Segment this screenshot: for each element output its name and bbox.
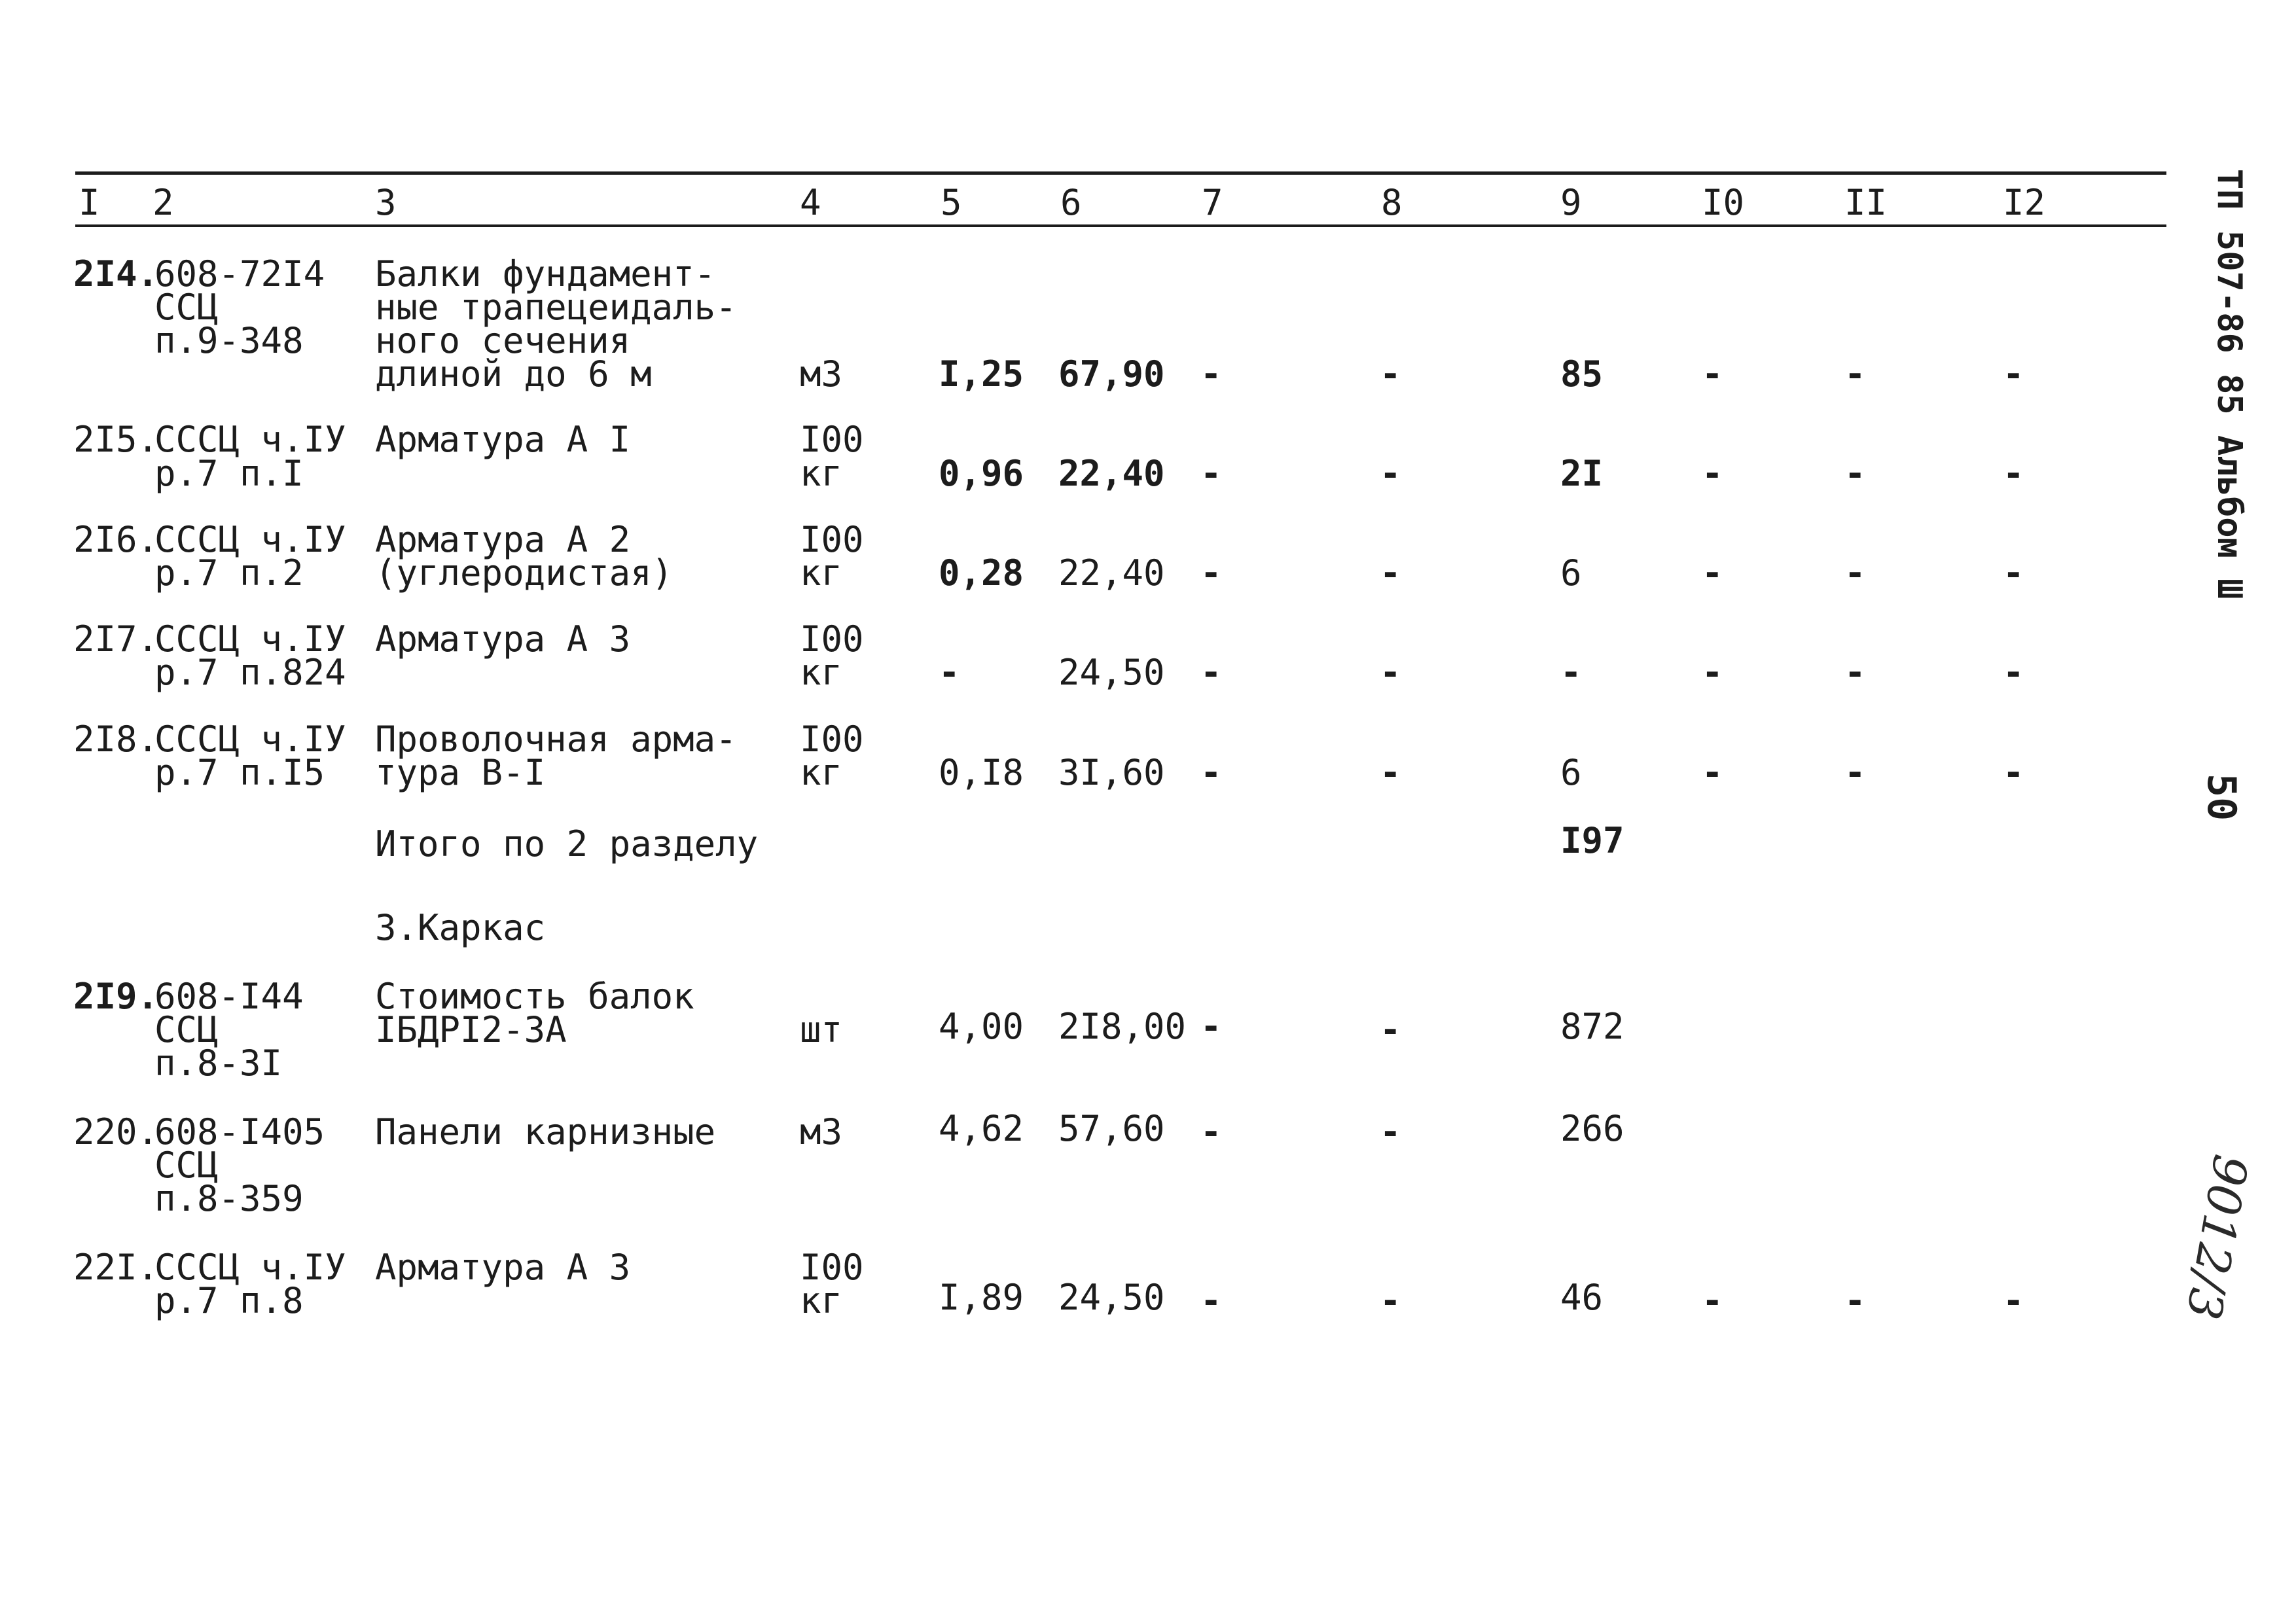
header-col-2: 2 [152, 182, 174, 223]
row-description: Арматура А I [375, 419, 631, 460]
row-col7: - [1200, 453, 1222, 494]
row-code: п.9-348 [154, 320, 304, 361]
row-code: СССЦ ч.IУ [154, 519, 346, 560]
row-description: (углеродистая) [375, 552, 673, 594]
row-col8: - [1380, 1111, 1401, 1152]
row-price: 67,90 [1058, 353, 1165, 395]
row-number: 2I4. [73, 253, 159, 294]
row-code: р.7 п.8 [154, 1280, 304, 1321]
row-total: 266 [1560, 1108, 1624, 1149]
row-col8: - [1380, 453, 1401, 494]
row-quantity: 4,62 [939, 1108, 1024, 1149]
row-number: 2I8. [73, 719, 159, 760]
subtotal-value: I97 [1560, 820, 1624, 861]
row-col8: - [1380, 1280, 1401, 1321]
header-col-6: 6 [1060, 182, 1082, 223]
row-code: 608-I405 [154, 1111, 325, 1152]
row-total: 6 [1560, 552, 1582, 594]
row-col11: - [1844, 552, 1866, 594]
row-description: длиной до 6 м [375, 353, 652, 395]
row-col10: - [1702, 353, 1723, 395]
row-code: ССЦ [154, 287, 219, 328]
row-col7: - [1200, 1006, 1222, 1047]
row-description: Арматура А 3 [375, 618, 631, 660]
row-description: Панели карнизные [375, 1111, 716, 1152]
row-code: р.7 п.I [154, 453, 304, 494]
row-col12: - [2003, 1280, 2024, 1321]
row-description: IБДРI2-3А [375, 1009, 567, 1050]
row-col10: - [1702, 453, 1723, 494]
header-col-12: I2 [2003, 182, 2046, 223]
row-col10: - [1702, 652, 1723, 693]
row-col12: - [2003, 353, 2024, 395]
row-col8: - [1380, 652, 1401, 693]
row-unit: м3 [800, 1111, 843, 1152]
row-col12: - [2003, 752, 2024, 793]
row-unit: кг [800, 552, 843, 594]
row-code: СССЦ ч.IУ [154, 618, 346, 660]
row-code: 608-72I4 [154, 253, 325, 294]
row-unit: I00 [800, 719, 864, 760]
row-number: 2I9. [73, 976, 159, 1017]
header-col-10: I0 [1702, 182, 1745, 223]
section-heading: 3.Каркас [375, 907, 546, 948]
row-unit: I00 [800, 519, 864, 560]
row-number: 22I. [73, 1247, 159, 1288]
row-col8: - [1380, 1009, 1401, 1050]
row-number: 2I7. [73, 618, 159, 660]
row-unit: кг [800, 652, 843, 693]
row-description: Стоимость балок [375, 976, 694, 1017]
row-price: 24,50 [1058, 652, 1165, 693]
row-unit: I00 [800, 618, 864, 660]
row-price: 22,40 [1058, 453, 1165, 494]
header-col-11: II [1844, 182, 1888, 223]
row-code: СССЦ ч.IУ [154, 719, 346, 760]
row-quantity: 0,28 [939, 552, 1024, 594]
row-col10: - [1702, 1280, 1723, 1321]
row-unit: I00 [800, 1247, 864, 1288]
row-quantity: - [939, 652, 960, 693]
subtotal-label: Итого по 2 разделу [375, 823, 759, 865]
row-total: 85 [1560, 353, 1604, 395]
row-total: 2I [1560, 453, 1604, 494]
row-code: СССЦ ч.IУ [154, 1247, 346, 1288]
row-description: ного сечения [375, 320, 631, 361]
row-number: 220. [73, 1111, 159, 1152]
row-col8: - [1380, 552, 1401, 594]
row-code: СССЦ ч.IУ [154, 419, 346, 460]
row-col10: - [1702, 752, 1723, 793]
row-number: 2I5. [73, 419, 159, 460]
row-code: р.7 п.824 [154, 652, 346, 693]
row-price: 57,60 [1058, 1108, 1165, 1149]
row-price: 24,50 [1058, 1277, 1165, 1318]
row-price: 22,40 [1058, 552, 1165, 594]
header-col-9: 9 [1560, 182, 1582, 223]
row-unit: I00 [800, 419, 864, 460]
header-col-8: 8 [1381, 182, 1403, 223]
row-col7: - [1200, 652, 1222, 693]
row-col11: - [1844, 353, 1866, 395]
row-quantity: 0,96 [939, 453, 1024, 494]
row-col11: - [1844, 752, 1866, 793]
row-price: 2I8,00 [1058, 1006, 1187, 1047]
row-col7: - [1200, 752, 1222, 793]
row-col7: - [1200, 353, 1222, 395]
row-code: р.7 п.2 [154, 552, 304, 594]
row-unit: кг [800, 1280, 843, 1321]
header-col-1: I [79, 182, 100, 223]
top-rule [75, 171, 2166, 175]
row-code: ССЦ [154, 1145, 219, 1186]
row-description: Арматура А 3 [375, 1247, 631, 1288]
row-col7: - [1200, 1280, 1222, 1321]
row-code: ССЦ [154, 1009, 219, 1050]
row-quantity: I,89 [939, 1277, 1024, 1318]
row-col11: - [1844, 453, 1866, 494]
row-quantity: I,25 [939, 353, 1024, 395]
row-col12: - [2003, 552, 2024, 594]
row-unit: м3 [800, 353, 843, 395]
row-unit: шт [800, 1009, 843, 1050]
row-description: Проволочная арма- [375, 719, 737, 760]
row-unit: кг [800, 752, 843, 793]
row-quantity: 4,00 [939, 1006, 1024, 1047]
row-total: - [1560, 652, 1582, 693]
header-col-5: 5 [941, 182, 962, 223]
row-number: 2I6. [73, 519, 159, 560]
page-number: 50 [2198, 774, 2244, 821]
document-title: ТП 507-86 85 Альбом Ш [2210, 169, 2249, 599]
header-bottom-rule [75, 224, 2166, 227]
row-col8: - [1380, 752, 1401, 793]
row-total: 6 [1560, 752, 1582, 793]
row-code: п.8-359 [154, 1178, 304, 1219]
row-col7: - [1200, 552, 1222, 594]
row-description: тура В-I [375, 752, 546, 793]
row-col12: - [2003, 652, 2024, 693]
row-col10: - [1702, 552, 1723, 594]
header-col-7: 7 [1202, 182, 1223, 223]
row-price: 3I,60 [1058, 752, 1165, 793]
row-unit: кг [800, 453, 843, 494]
row-code: р.7 п.I5 [154, 752, 325, 793]
row-col12: - [2003, 453, 2024, 494]
row-total: 872 [1560, 1006, 1624, 1047]
row-description: Балки фундамент- [375, 253, 716, 294]
row-col11: - [1844, 652, 1866, 693]
header-col-3: 3 [375, 182, 397, 223]
row-quantity: 0,I8 [939, 752, 1024, 793]
row-description: ные трапецеидаль- [375, 287, 737, 328]
row-code: п.8-3I [154, 1043, 283, 1084]
header-col-4: 4 [800, 182, 821, 223]
row-total: 46 [1560, 1277, 1604, 1318]
row-code: 608-I44 [154, 976, 304, 1017]
inventory-number: 9012/3 [2176, 1150, 2259, 1324]
row-description: Арматура А 2 [375, 519, 631, 560]
row-col8: - [1380, 353, 1401, 395]
row-col11: - [1844, 1280, 1866, 1321]
row-col7: - [1200, 1111, 1222, 1152]
